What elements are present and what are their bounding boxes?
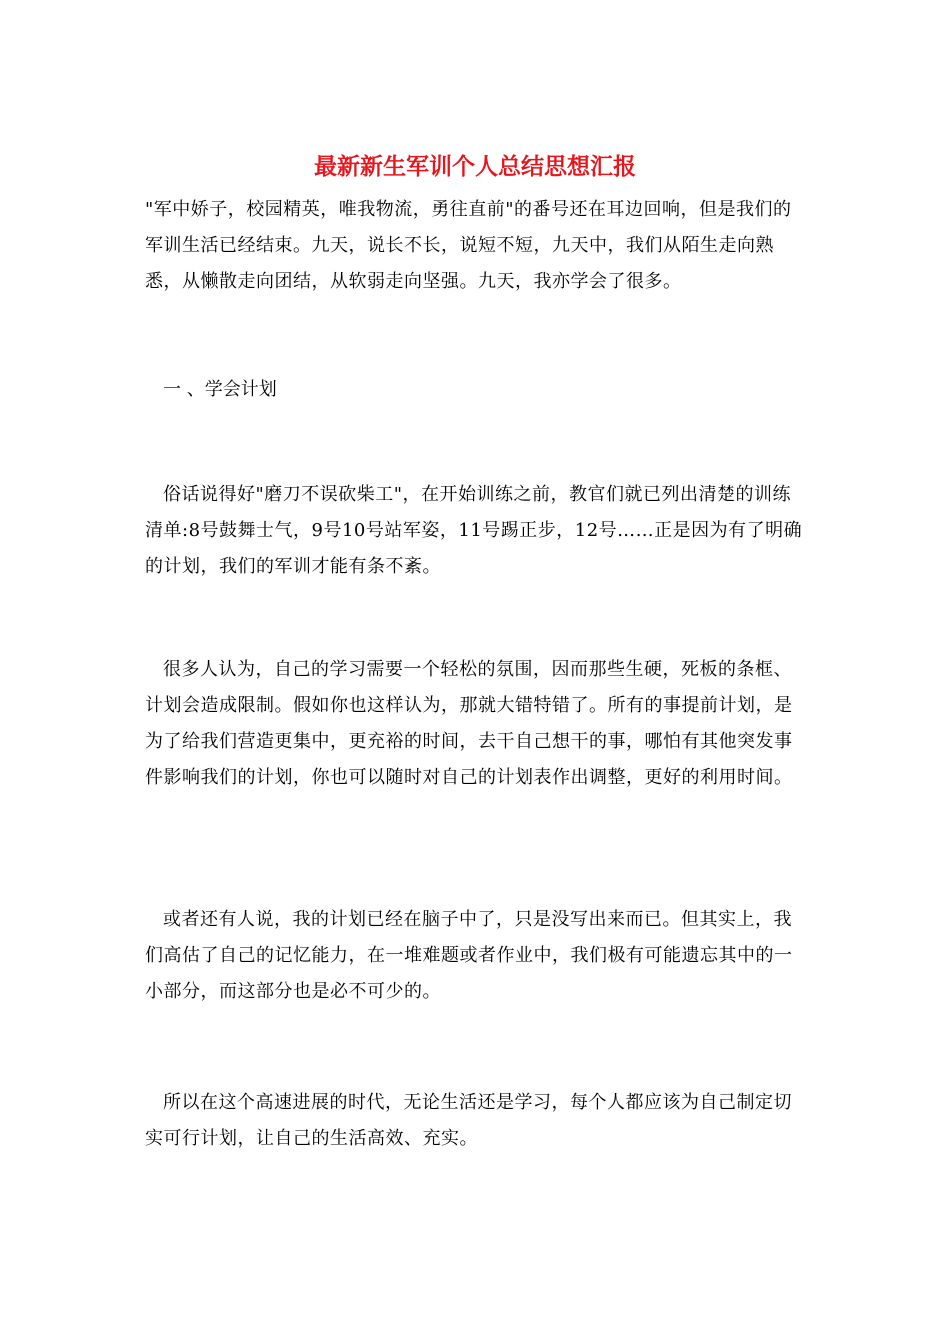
intro-paragraph: "军中娇子，校园精英，唯我物流，勇往直前"的番号还在耳边回响，但是我们的军训生活已经结束。九天，说长不长，说短不短，九天中，我们从陌生走向熟悉，从懒散走向团结，从软弱走向坚强。九天，我亦学会了很多。 bbox=[145, 199, 792, 292]
body-paragraph-4: 所以在这个高速进展的时代，无论生活还是学习，每个人都应该为自己制定切实可行计划，让自己的生活高效、充实。 bbox=[145, 1092, 792, 1149]
body-paragraph-2: 很多人认为，自己的学习需要一个轻松的氛围，因而那些生硬，死板的条框、计划会造成限制。假如你也这样认为，那就大错特错了。所有的事提前计划，是为了给我们营造更集中，更充裕的时间，去干自己想干的事，哪怕有其他突发事件影响我们的计划，你也可以随时对自己的计划表作出调整，更好的利用时间。 bbox=[145, 659, 793, 788]
document-title: 最新新生军训个人总结思想汇报 bbox=[314, 153, 636, 180]
body-paragraph-3: 或者还有人说，我的计划已经在脑子中了，只是没写出来而已。但其实上，我们高估了自己的记忆能力，在一堆难题或者作业中，我们极有可能遗忘其中的一小部分，而这部分也是必不可少的。 bbox=[145, 909, 793, 1002]
body-paragraph-1: 俗话说得好"磨刀不误砍柴工"，在开始训练之前，教官们就已列出清楚的训练清单:8号鼓舞士气，9号10号站军姿，11号踢正步，12号……正是因为有了明确的计划，我们的军训才能有条不紊。 bbox=[145, 484, 803, 577]
section-heading: 一 、学会计划 bbox=[163, 379, 277, 400]
